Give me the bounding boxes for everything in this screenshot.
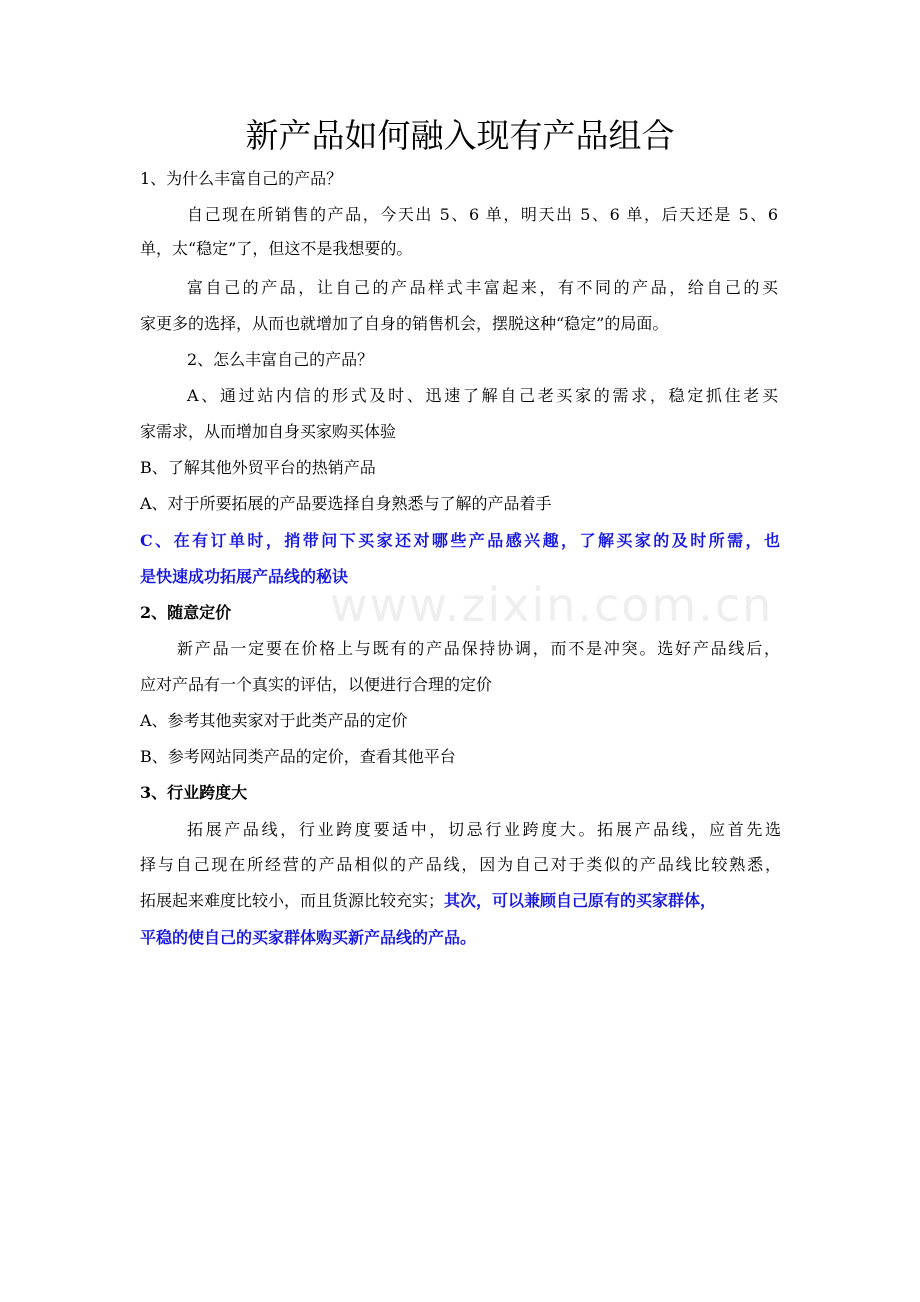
watermark: www.zixin.com.cn xyxy=(330,578,774,632)
paragraph-2-line-1: 富自己的产品，让自己的产品样式丰富起来，有不同的产品，给自己的买 xyxy=(187,278,778,297)
paragraph-1-line-1: 自己现在所销售的产品，今天出 5、6 单，明天出 5、6 单，后天还是 5、6 xyxy=(187,205,778,224)
point-a3: A、参考其他卖家对于此类产品的定价 xyxy=(140,711,408,730)
paragraph-4-line-1: 拓展产品线，行业跨度要适中，切忌行业跨度大。拓展产品线，应首先选 xyxy=(187,820,781,839)
paragraph-4-line-3-plain: 拓展起来难度比较小，而且货源比较充实； xyxy=(140,891,445,910)
paragraph-3-line-2: 应对产品有一个真实的评估，以便进行合理的定价 xyxy=(140,675,493,694)
paragraph-4-line-2: 择与自己现在所经营的产品相似的产品线，因为自己对于类似的产品线比较熟悉， xyxy=(140,855,781,874)
point-c-line-2: 是快速成功拓展产品线的秘诀 xyxy=(140,567,349,586)
question-1-heading: 1、为什么丰富自己的产品？ xyxy=(140,169,343,188)
paragraph-3-line-1: 新产品一定要在价格上与既有的产品保持协调，而不是冲突。选好产品线后， xyxy=(177,639,780,658)
paragraph-2-line-2: 家更多的选择，从而也就增加了自身的销售机会，摆脱这种“稳定”的局面。 xyxy=(140,314,669,333)
point-a1-line-1: A、通过站内信的形式及时、迅速了解自己老买家的需求，稳定抓住老买 xyxy=(187,386,778,405)
point-a1-line-2: 家需求，从而增加自身买家购买体验 xyxy=(140,422,397,441)
point-c-line-1: C、在有订单时，捎带问下买家还对哪些产品感兴趣，了解买家的及时所需，也 xyxy=(140,531,780,550)
section-2-heading: 2、随意定价 xyxy=(140,603,232,622)
point-b1: B、了解其他外贸平台的热销产品 xyxy=(140,458,376,477)
point-b2: B、参考网站同类产品的定价，查看其他平台 xyxy=(140,747,456,766)
paragraph-1-line-2: 单，太“稳定”了，但这不是我想要的。 xyxy=(140,239,413,258)
paragraph-4-line-3-emphasis: 其次，可以兼顾自己原有的买家群体， xyxy=(444,891,717,910)
section-3-heading: 3、行业跨度大 xyxy=(140,783,248,802)
paragraph-4-line-3 xyxy=(140,889,785,913)
question-2-heading: 2、怎么丰富自己的产品？ xyxy=(187,350,374,369)
paragraph-4-line-4: 平稳的使自己的买家群体购买新产品线的产品。 xyxy=(140,928,477,947)
point-a2: A、对于所要拓展的产品要选择自身熟悉与了解的产品着手 xyxy=(140,494,552,513)
document-title: 新产品如何融入现有产品组合 xyxy=(245,116,675,155)
